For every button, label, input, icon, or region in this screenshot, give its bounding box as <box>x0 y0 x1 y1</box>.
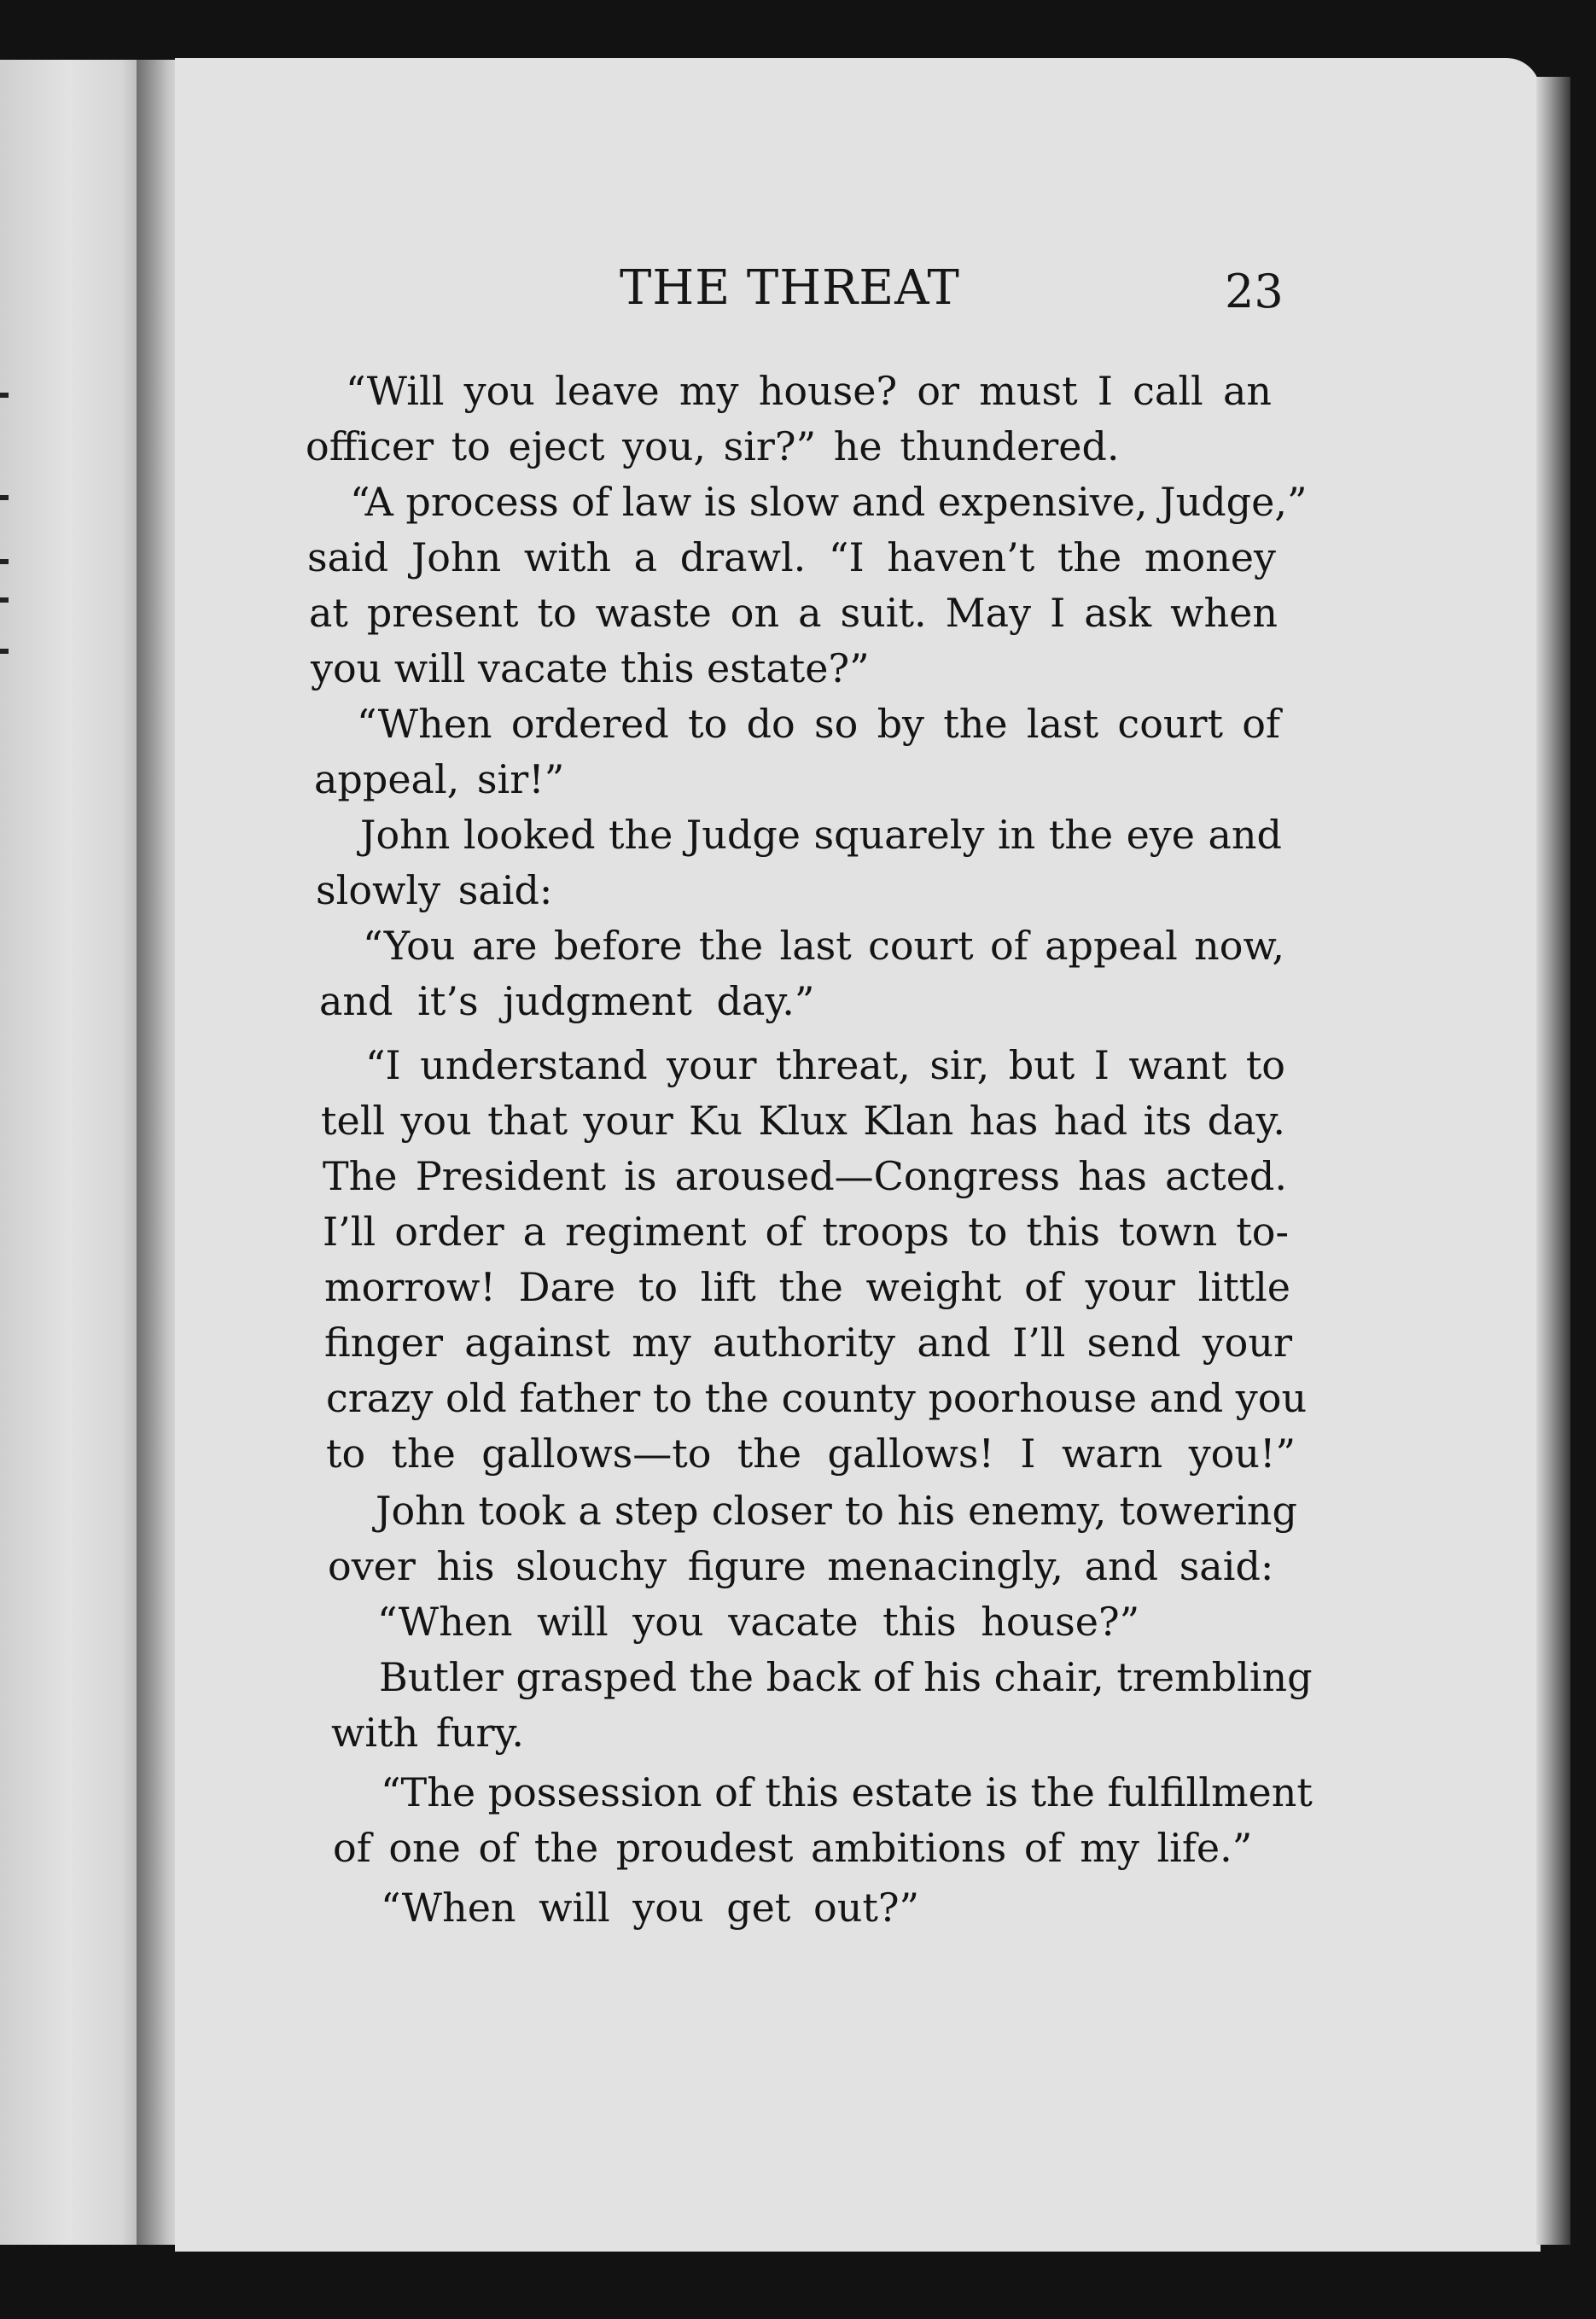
text-line: “Will you leave my house? or must I call an <box>346 368 1272 414</box>
text-line: of one of the proudest ambitions of my life.” <box>333 1825 1253 1871</box>
running-head: THE THREAT <box>620 260 960 316</box>
text-line: at present to waste on a suit. May I ask when <box>309 590 1278 636</box>
text-line: finger against my authority and I’ll send your <box>324 1320 1292 1366</box>
text-line: tell you that your Ku Klux Klan has had its day. <box>321 1098 1285 1144</box>
text-line: The President is aroused—Congress has acted. <box>323 1153 1287 1199</box>
text-line: with fury. <box>331 1710 524 1756</box>
text-line: slowly said: <box>316 867 553 913</box>
text-line: I’ll order a regiment of troops to this town to- <box>323 1209 1289 1255</box>
text-line: and it’s judgment day.” <box>319 978 815 1024</box>
text-line: said John with a drawl. “I haven’t the money <box>307 534 1276 580</box>
page-number: 23 <box>1225 265 1284 318</box>
text-line: morrow! Dare to lift the weight of your little <box>324 1264 1290 1310</box>
text-line: officer to eject you, sir?” he thundered. <box>306 423 1120 469</box>
text-line: “You are before the last court of appeal now, <box>363 923 1284 969</box>
text-line: crazy old father to the county poorhouse and you <box>326 1375 1308 1421</box>
text-line: “A process of law is slow and expensive, Judge,” <box>350 479 1308 525</box>
text-line: John took a step closer to his enemy, towering <box>376 1488 1297 1534</box>
text-line: “The possession of this estate is the fulfillment <box>381 1769 1313 1815</box>
text-line: “I understand your threat, sir, but I want to <box>365 1042 1285 1088</box>
text-line: “When will you get out?” <box>381 1885 919 1931</box>
text-line: Butler grasped the back of his chair, trembling <box>379 1654 1313 1700</box>
text-line: you will vacate this estate?” <box>311 645 870 691</box>
text-line: to the gallows—to the gallows! I warn you!” <box>326 1430 1296 1477</box>
text-line: “When will you vacate this house?” <box>377 1599 1140 1645</box>
text-line: “When ordered to do so by the last court of <box>357 701 1280 747</box>
text-line: John looked the Judge squarely in the eye and <box>360 812 1282 858</box>
text-line: over his slouchy figure menacingly, and said: <box>328 1543 1274 1589</box>
text-line: appeal, sir!” <box>314 756 565 802</box>
